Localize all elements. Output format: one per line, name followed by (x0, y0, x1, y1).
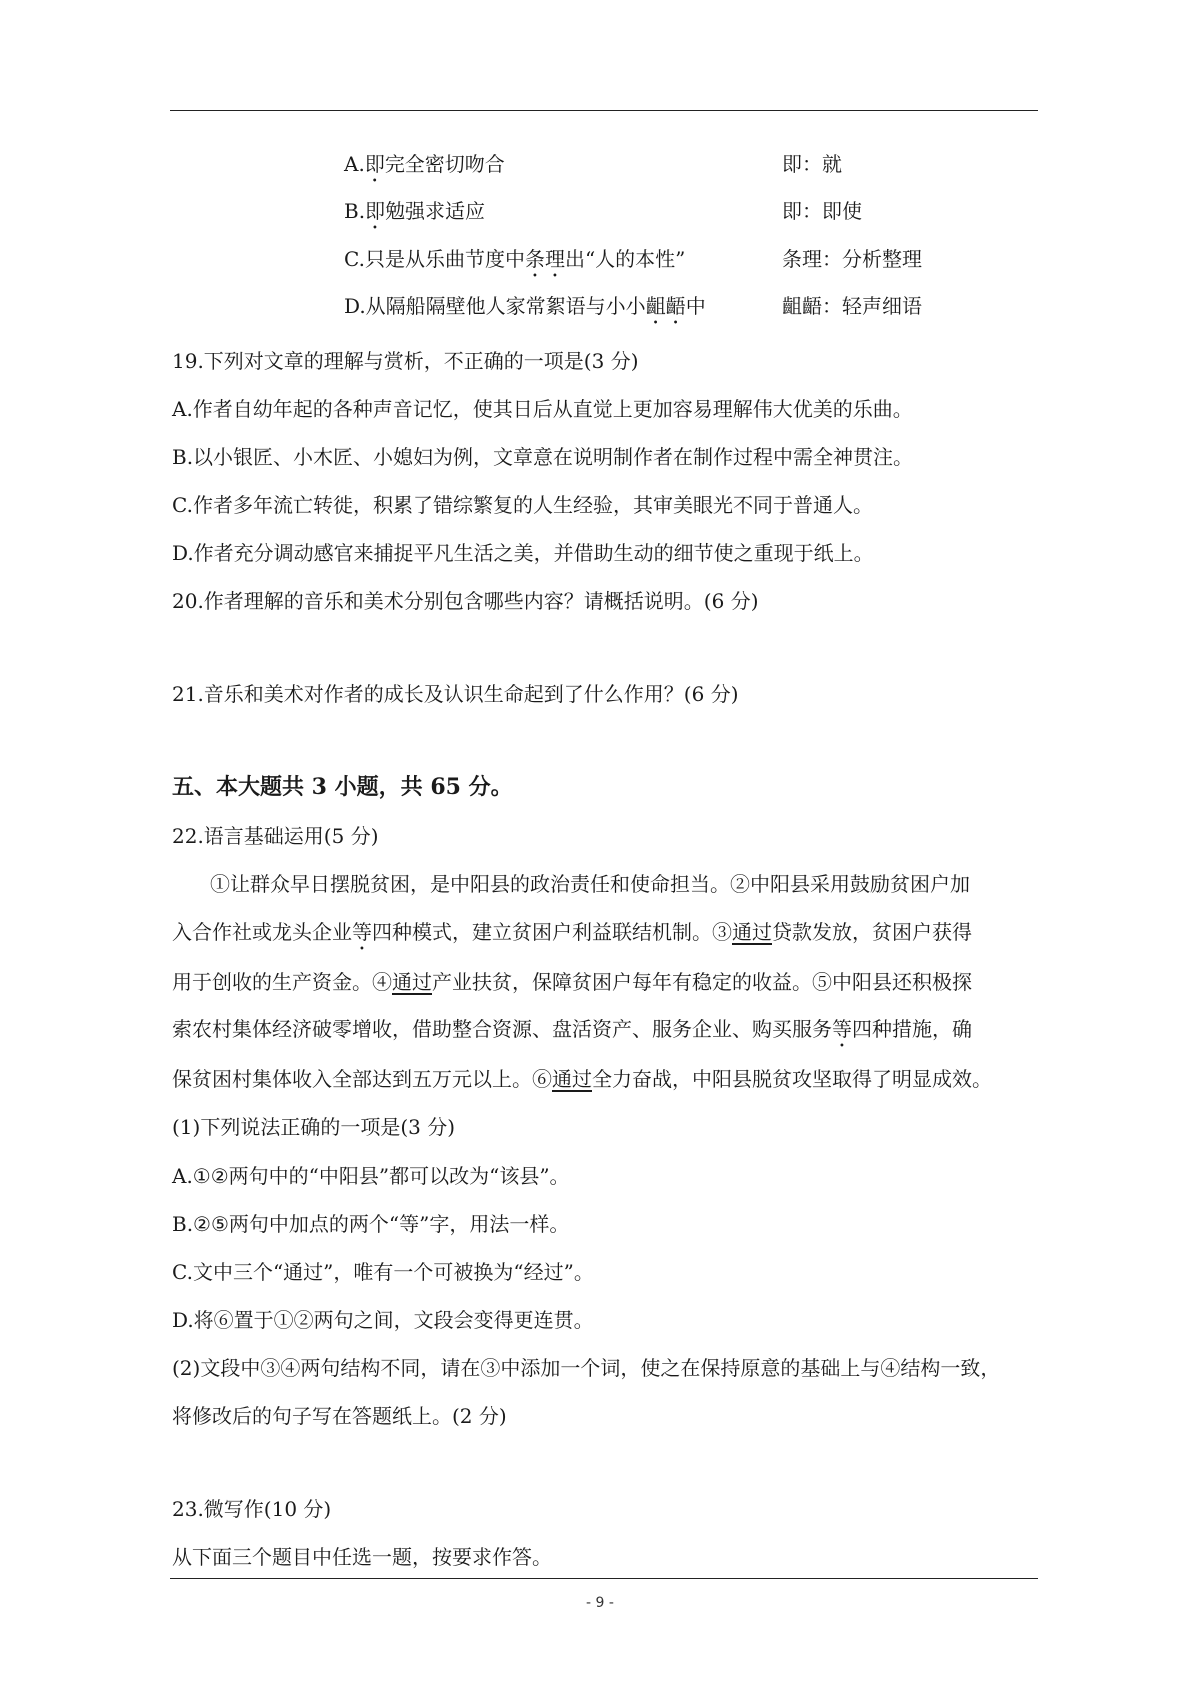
question-20: 20.作者理解的音乐和美术分别包含哪些内容？请概括说明。(6 分) (172, 589, 759, 613)
question-22-sub-2-line-2: 将修改后的句子写在答题纸上。(2 分) (172, 1404, 507, 1428)
sub-1-option-c: C.文中三个“通过”，唯有一个可被换为“经过”。 (172, 1260, 594, 1284)
sub-1-option-d: D.将⑥置于①②两句之间，文段会变得更连贯。 (172, 1308, 594, 1332)
question-23-title: 23.微写作(10 分) (172, 1497, 332, 1521)
question-19-option-b: B.以小银匠、小木匠、小媳妇为例，文章意在说明制作者在制作过程中需全神贯注。 (172, 445, 914, 469)
sub-1-option-a: A.①②两句中的“中阳县”都可以改为“该县”。 (172, 1164, 570, 1188)
question-23-instruction: 从下面三个题目中任选一题，按要求作答。 (172, 1545, 552, 1569)
question-19-option-a: A.作者自幼年起的各种声音记忆，使其日后从直觉上更加容易理解伟大优美的乐曲。 (172, 397, 913, 421)
question-19-stem: 19.下列对文章的理解与赏析，不正确的一项是(3 分) (172, 349, 639, 373)
page-number: - 9 - (586, 1595, 614, 1611)
footer-rule (170, 1578, 1038, 1579)
section-5-title: 五、本大题共 3 小题，共 65 分。 (172, 774, 513, 800)
sub-1-option-b: B.②⑤两句中加点的两个“等”字，用法一样。 (172, 1212, 570, 1236)
passage-line-1: ①让群众早日摆脱贫困，是中阳县的政治责任和使命担当。②中阳县采用鼓励贫困户加 (210, 872, 970, 896)
question-22-sub-2-line-1: (2)文段中③④两句结构不同，请在③中添加一个词，使之在保持原意的基础上与④结构一致， (172, 1356, 1001, 1380)
question-22-title: 22.语言基础运用(5 分) (172, 824, 379, 848)
passage-line-4: 索农村集体经济破零增收，借助整合资源、盘活资产、服务企业、购买服务等四种措施，确 (172, 1017, 972, 1041)
header-rule (170, 110, 1038, 111)
question-21: 21.音乐和美术对作者的成长及认识生命起到了什么作用？(6 分) (172, 682, 739, 706)
question-22-sub-1: (1)下列说法正确的一项是(3 分) (172, 1115, 456, 1139)
question-19-option-c: C.作者多年流亡转徙，积累了错综繁复的人生经验，其审美眼光不同于普通人。 (172, 493, 873, 517)
passage-line-5: 保贫困村集体收入全部达到五万元以上。⑥通过全力奋战，中阳县脱贫攻坚取得了明显成效。 (172, 1067, 992, 1091)
passage-line-3: 用于创收的生产资金。④通过产业扶贫，保障贫困户每年有稳定的收益。⑤中阳县还积极探 (172, 970, 972, 994)
passage-line-2: 入合作社或龙头企业等四种模式，建立贫困户利益联结机制。③通过贷款发放，贫困户获得 (172, 920, 972, 944)
question-19-option-d: D.作者充分调动感官来捕捉平凡生活之美，并借助生动的细节使之重现于纸上。 (172, 541, 874, 565)
